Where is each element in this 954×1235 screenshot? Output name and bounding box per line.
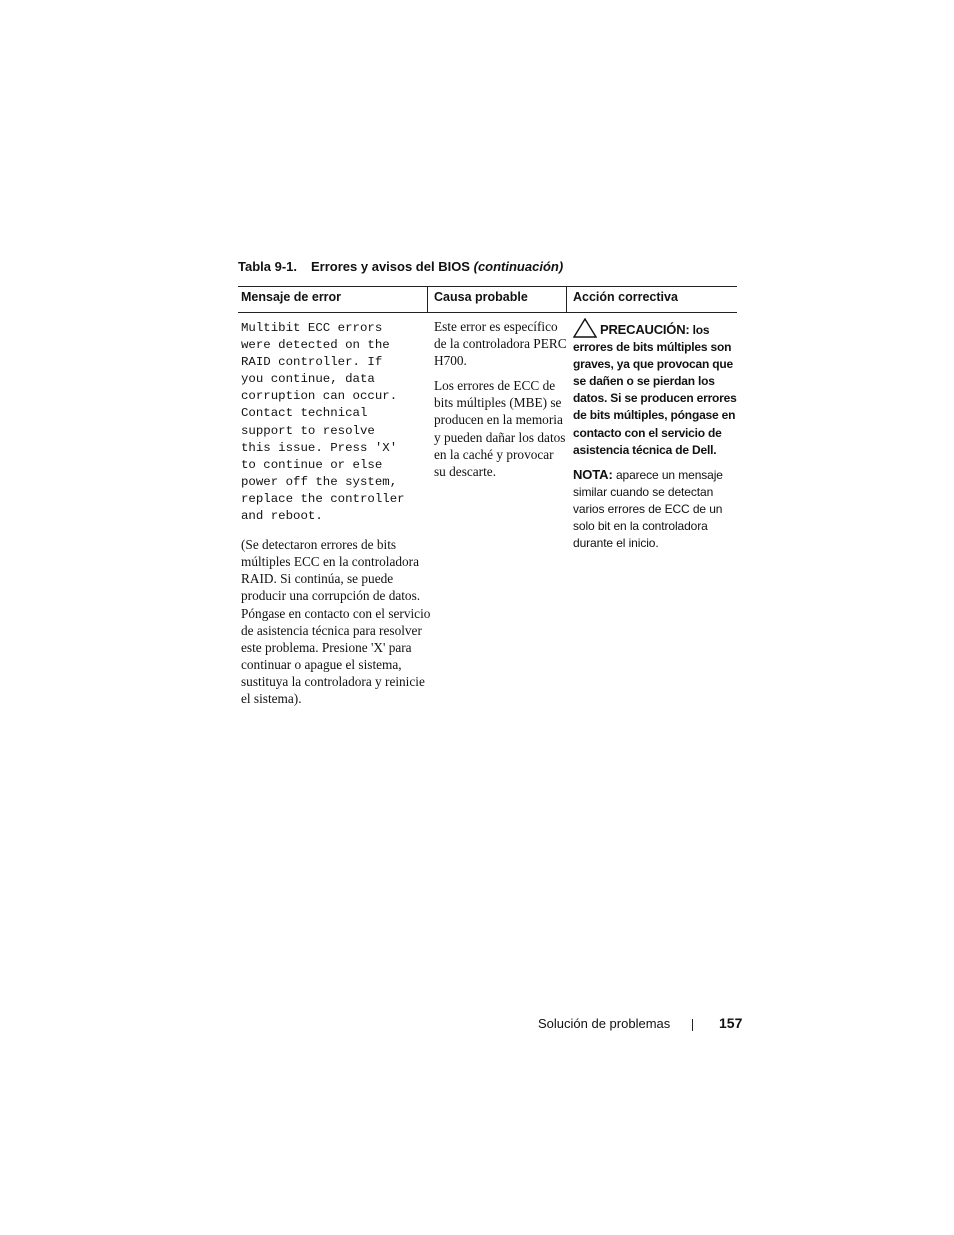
header-error-message: Mensaje de error: [241, 290, 342, 304]
table-header-rule: [238, 312, 737, 313]
table-caption-title: Errores y avisos del BIOS: [311, 259, 470, 274]
cause-paragraph: Este error es específico de la controladora PERC H700.: [434, 319, 567, 369]
cell-probable-cause: [434, 318, 568, 480]
caution-block: [573, 318, 738, 459]
error-message-code: Multibit ECC errors were detected on the RAID controller. If you continue, data corruption can occur. Contact technical support to resolve this issue. Press 'X' to continue or else power off the system, replace the controller and reboot.: [241, 321, 405, 524]
table-caption: [238, 259, 563, 274]
footer-separator: [692, 1019, 693, 1031]
table-caption-suffix: (continuación): [473, 259, 564, 274]
cause-paragraph: Los errores de ECC de bits múltiples (MBE) se producen en la memoria y pueden dañar los datos en la caché y provocar su descarte.: [434, 378, 566, 479]
table-caption-number: Tabla 9-1.: [238, 259, 298, 274]
table-top-rule: [238, 286, 737, 287]
header-probable-cause: Causa probable: [434, 290, 528, 304]
header-divider: [427, 286, 428, 312]
caution-label: PRECAUCIÓN:: [600, 322, 690, 337]
warning-triangle-icon: [573, 318, 597, 338]
cell-error-message: [241, 318, 431, 707]
cell-corrective-action: [573, 318, 738, 552]
header-corrective-action: Acción correctiva: [573, 290, 678, 304]
header-divider: [566, 286, 567, 312]
note-block: [573, 466, 738, 552]
error-message-translation: (Se detectaron errores de bits múltiples ECC en la controladora RAID. Si continúa, se puede producir una corrupción de datos. Póngase en contacto con el servicio de asistencia técnica para resolver este problema. Presione 'X' para continuar o apague el sistema, sustituya la controladora y reinicie el sistema).: [241, 537, 431, 706]
note-label: NOTA:: [573, 466, 613, 482]
page-number: 157: [719, 1015, 743, 1031]
note-text: aparece un mensaje similar cuando se detectan varios errores de ECC de un solo bit en la controladora durante el inicio.: [573, 467, 723, 551]
caution-text: los errores de bits múltiples son graves, ya que provocan que se dañen o se pierdan los datos. Si se producen errores de bits múltiples, póngase en contacto con el servicio de asistencia técnica de Dell.: [573, 323, 737, 457]
footer-section-title: Solución de problemas: [538, 1016, 671, 1031]
